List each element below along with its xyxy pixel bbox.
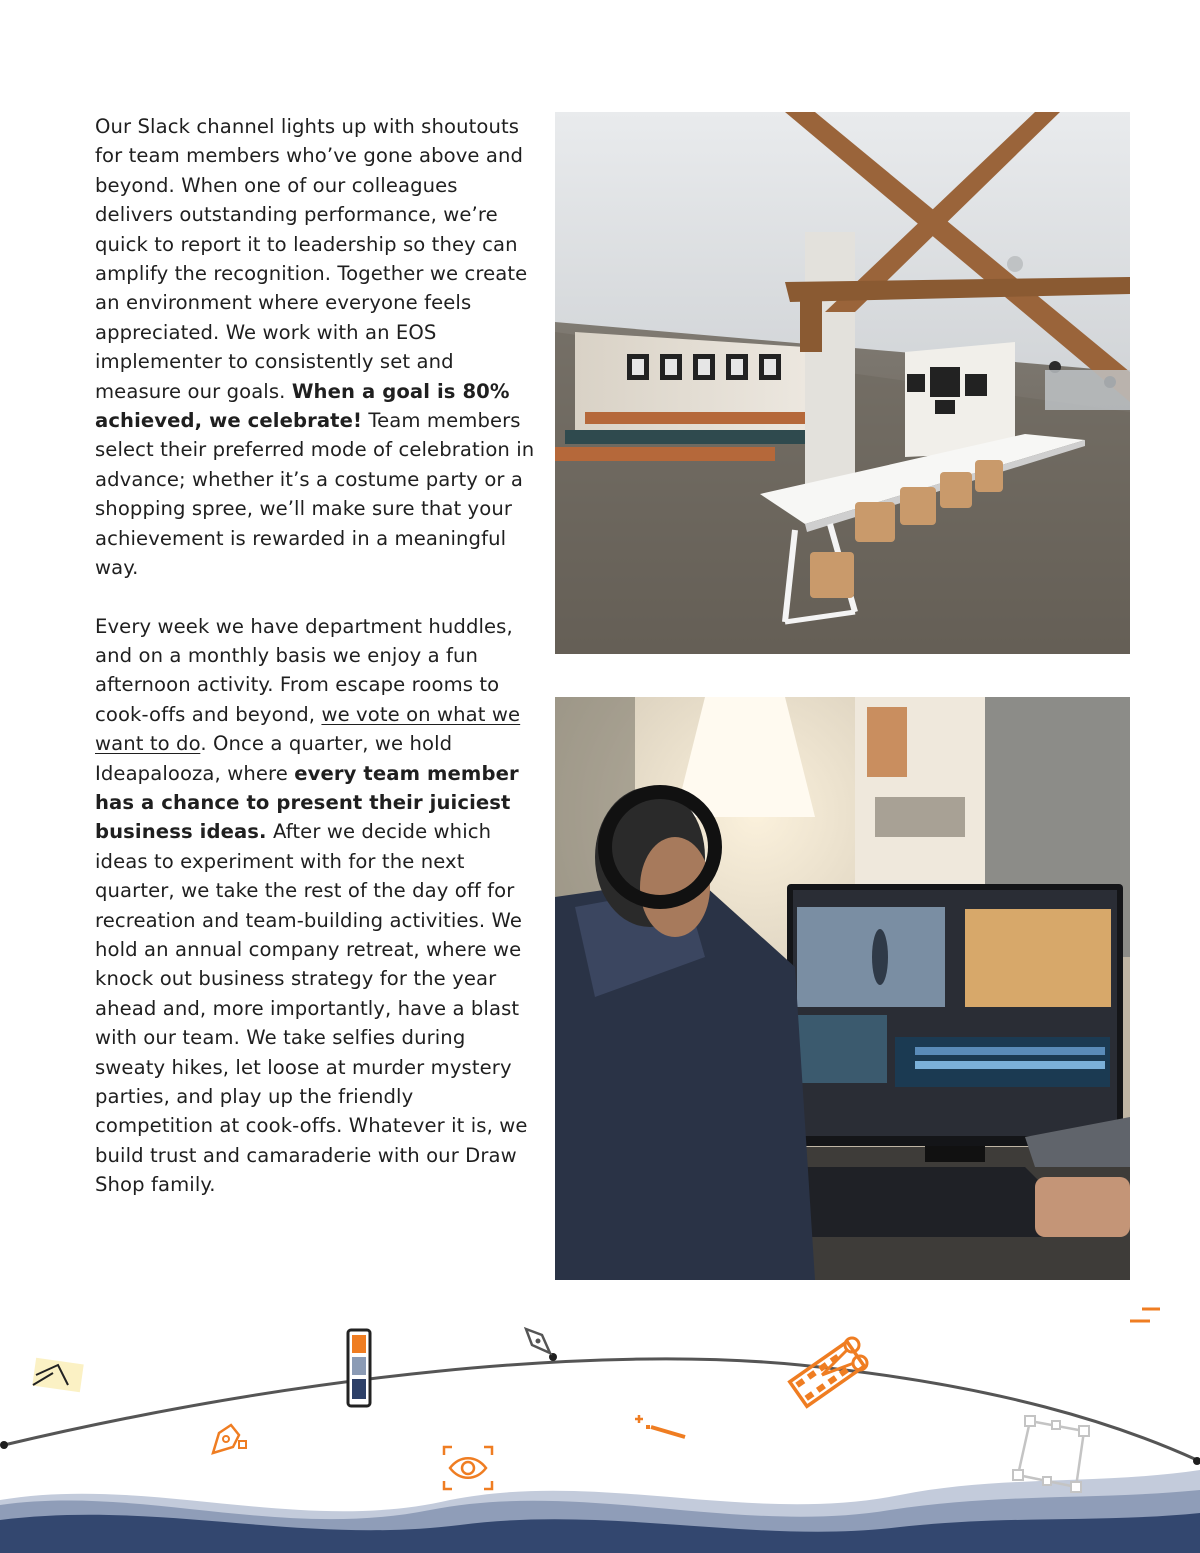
highlight-celebrate: When a goal is 80% achieved, we celebrate! [95,379,510,433]
vote-link[interactable]: we vote on what we want to do [95,702,521,756]
highlight-ideas: every team member has a chance to present their juiciest business ideas. [95,761,519,844]
paragraph-text: Every week we have department huddles, and on a monthly basis we enjoy a fun afternoon activity. From escape rooms to cook-offs and beyond, [95,614,513,726]
paragraph-text: . Once a quarter, we hold Ideapalooza, where [95,732,453,785]
eye-focus-icon [442,1445,494,1491]
paragraph-recognition [95,112,535,583]
envelope-icon [28,1355,88,1395]
video-editor-photo [555,697,1130,1280]
office-photo [555,112,1130,654]
color-swatch-icon [344,1327,374,1409]
magic-wand-icon [633,1411,689,1441]
dash-lines-icon [1128,1305,1164,1327]
paragraph-text: After we decide which ideas to experiment with for the next quarter, we take the rest of the day off for recreation and team-building activities. We hold an annual company retreat, where we knock out business strategy for the year ahead and, more importantly, have a blast with our team. We take selfies during sweaty hikes, let loose at murder mystery parties, and play up the friendly competition at cook-offs. Whatever it is, we build trust and camaraderie with our Draw Shop family. [95,820,528,1197]
paragraph-activities [95,612,535,1200]
fountain-pen-icon [522,1325,554,1361]
pen-tool-icon [205,1415,251,1461]
paragraph-text: Our Slack channel lights up with shoutouts for team members who’ve gone above and beyond. When one of our colleagues delivers outstanding performance, we’re quick to report it to leadership so they can amplify the recognition. Together we create an environment where everyone feels appreciated. We work with an EOS implementer to consistently set and measure our goals. [95,115,528,403]
paragraph-text: Team members select their preferred mode of celebration in advance; whether it’s a costume party or a shopping spree, we’ll make sure that your achievement is rewarded in a meaningful way. [95,409,535,580]
article-text [95,112,535,1200]
bounding-box-icon [1010,1413,1092,1495]
footer-decoration [0,1295,1200,1553]
film-scissors-icon [782,1329,872,1419]
